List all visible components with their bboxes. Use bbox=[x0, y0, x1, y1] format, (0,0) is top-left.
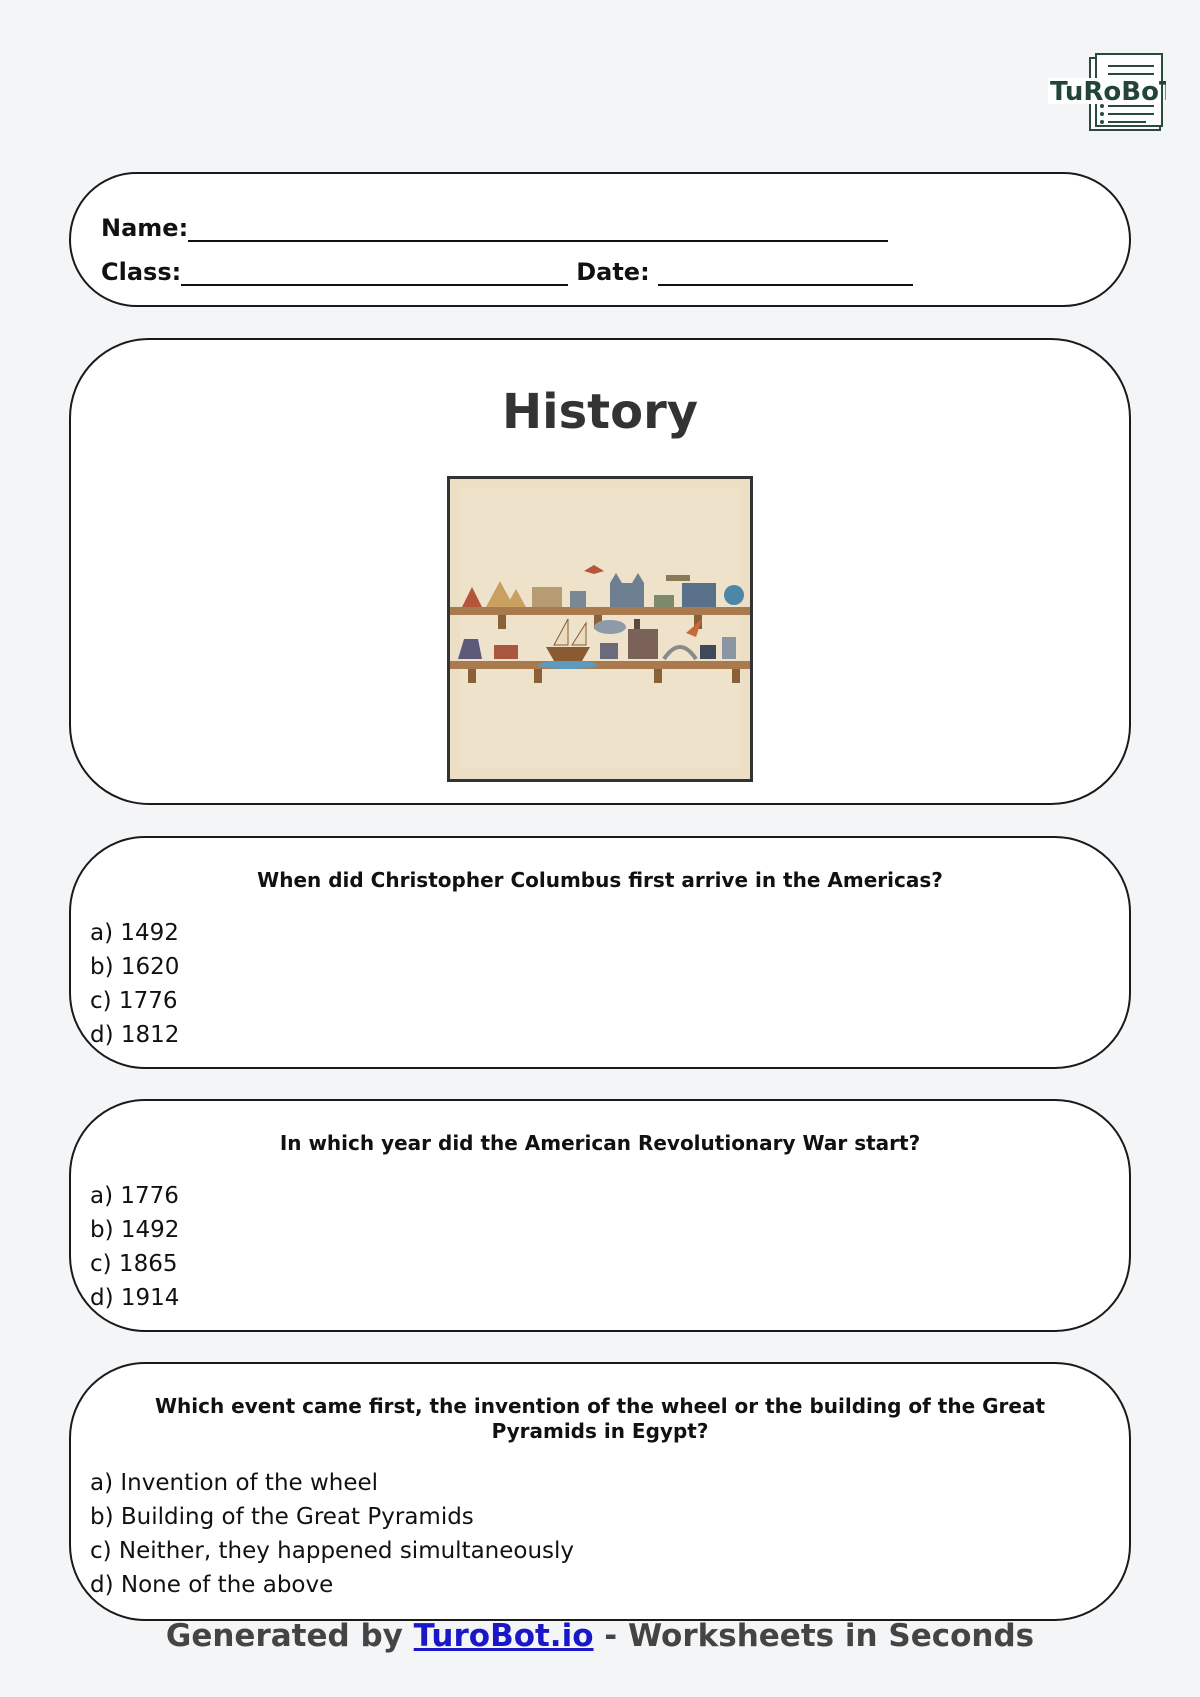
class-label: Class: bbox=[101, 258, 182, 286]
options-list bbox=[90, 916, 179, 1052]
date-field[interactable] bbox=[658, 258, 913, 286]
name-row bbox=[101, 214, 888, 242]
option-a[interactable]: a) Invention of the wheel bbox=[90, 1470, 379, 1496]
options-list bbox=[90, 1466, 574, 1602]
option-c[interactable]: c) 1776 bbox=[90, 988, 178, 1014]
question-text: When did Christopher Columbus first arrive in the Americas? bbox=[257, 868, 943, 892]
footer-suffix: - Worksheets in Seconds bbox=[593, 1618, 1035, 1654]
turobot-logo bbox=[1046, 52, 1166, 136]
date-label: Date: bbox=[576, 258, 650, 286]
option-b[interactable]: b) 1492 bbox=[90, 1217, 180, 1243]
option-d[interactable]: d) 1812 bbox=[90, 1022, 180, 1048]
option-d[interactable]: d) None of the above bbox=[90, 1572, 334, 1598]
question-text: Which event came first, the invention of the wheel or the building of the Great Pyramids in Egypt? bbox=[154, 1394, 1046, 1443]
question-card-1 bbox=[69, 836, 1131, 1069]
footer bbox=[0, 1618, 1200, 1654]
question-text: In which year did the American Revolutionary War start? bbox=[279, 1131, 921, 1155]
option-b[interactable]: b) 1620 bbox=[90, 954, 180, 980]
option-d[interactable]: d) 1914 bbox=[90, 1285, 180, 1311]
name-label: Name: bbox=[101, 214, 189, 242]
title-card bbox=[69, 338, 1131, 805]
turobot-link[interactable]: TuroBot.io bbox=[413, 1618, 594, 1654]
question-card-3 bbox=[69, 1362, 1131, 1621]
class-date-row bbox=[101, 258, 913, 286]
option-a[interactable]: a) 1492 bbox=[90, 920, 179, 946]
student-info-card bbox=[69, 172, 1131, 307]
worksheet-title: History bbox=[501, 384, 699, 440]
option-c[interactable]: c) Neither, they happened simultaneously bbox=[90, 1538, 575, 1564]
name-field[interactable] bbox=[188, 214, 888, 242]
option-a[interactable]: a) 1776 bbox=[90, 1183, 179, 1209]
options-list bbox=[90, 1179, 179, 1315]
class-field[interactable] bbox=[181, 258, 568, 286]
footer-prefix: Generated by bbox=[165, 1618, 414, 1654]
svg-text:TuRoBoT: TuRoBoT bbox=[1050, 77, 1166, 107]
question-card-2 bbox=[69, 1099, 1131, 1332]
option-b[interactable]: b) Building of the Great Pyramids bbox=[90, 1504, 474, 1530]
history-timeline-illustration bbox=[447, 476, 753, 782]
option-c[interactable]: c) 1865 bbox=[90, 1251, 178, 1277]
